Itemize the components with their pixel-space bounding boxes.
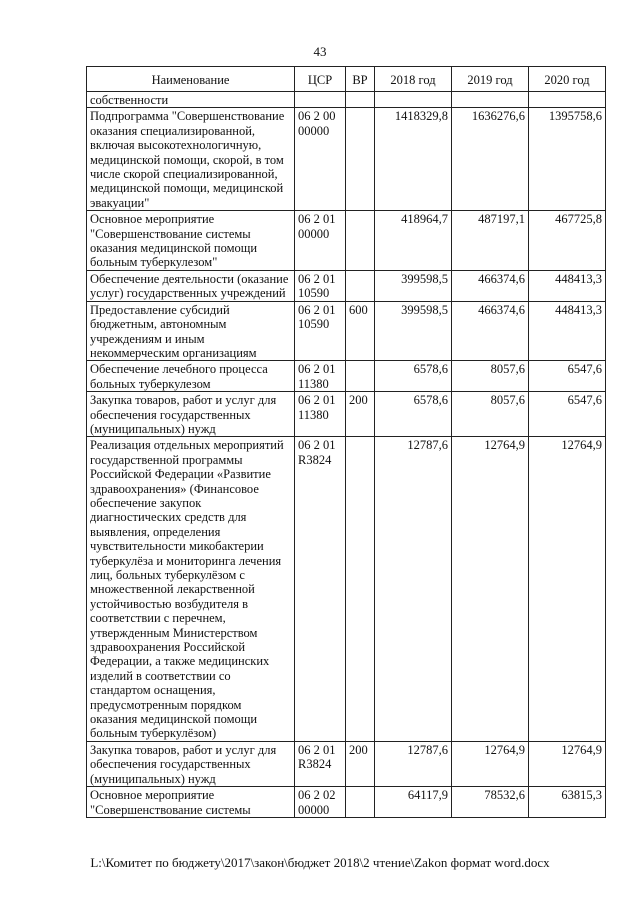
row-name: Обеспечение лечебного процесса больных туберкулезом <box>87 361 295 392</box>
row-2020: 12764,9 <box>529 741 606 786</box>
row-csr: 06 2 01 10590 <box>295 301 346 361</box>
row-2019 <box>452 92 529 108</box>
row-csr: 06 2 01 11380 <box>295 392 346 437</box>
row-2018: 6578,6 <box>375 392 452 437</box>
row-2018: 399598,5 <box>375 301 452 361</box>
table-row <box>87 741 606 786</box>
row-csr: 06 2 01 11380 <box>295 361 346 392</box>
row-vr <box>346 787 375 818</box>
table-row <box>87 301 606 361</box>
header-csr: ЦСР <box>295 67 346 92</box>
row-2019: 12764,9 <box>452 437 529 742</box>
row-2018: 64117,9 <box>375 787 452 818</box>
row-name: собственности <box>87 92 295 108</box>
header-vr: ВР <box>346 67 375 92</box>
table-row <box>87 211 606 271</box>
header-2020: 2020 год <box>529 67 606 92</box>
budget-table <box>86 66 606 818</box>
row-vr <box>346 211 375 271</box>
row-vr: 200 <box>346 741 375 786</box>
row-vr <box>346 108 375 211</box>
row-vr: 600 <box>346 301 375 361</box>
row-name: Основное мероприятие "Совершенствование системы оказания медицинской помощи больным туберкулезом" <box>87 211 295 271</box>
row-vr <box>346 361 375 392</box>
row-csr <box>295 92 346 108</box>
row-2019: 8057,6 <box>452 392 529 437</box>
table-row <box>87 108 606 211</box>
row-csr: 06 2 02 00000 <box>295 787 346 818</box>
row-name: Реализация отдельных мероприятий государственной программы Российской Федерации «Развитие здравоохранения» (Финансовое обеспечение закупок диагностических средств для выявления, определения чувствительности микобактерии туберкулёза и мониторинга лечения лиц, больных туберкулёзом с множественной лекарственной устойчивостью возбудителя в соответствии с перечнем, утвержденным Министерством здравоохранения Российской Федерации, а также медицинских изделий в соответствии со стандартом оснащения, предусмотренным порядком оказания медицинской помощи больным туберкулёзом) <box>87 437 295 742</box>
table-row <box>87 92 606 108</box>
row-2018: 6578,6 <box>375 361 452 392</box>
header-2019: 2019 год <box>452 67 529 92</box>
row-2018: 1418329,8 <box>375 108 452 211</box>
row-2019: 8057,6 <box>452 361 529 392</box>
row-2020: 12764,9 <box>529 437 606 742</box>
row-name: Основное мероприятие "Совершенствование системы <box>87 787 295 818</box>
row-csr: 06 2 00 00000 <box>295 108 346 211</box>
row-2020: 6547,6 <box>529 392 606 437</box>
table-row <box>87 437 606 742</box>
table-row <box>87 787 606 818</box>
page-number: 43 <box>313 44 327 59</box>
row-csr: 06 2 01 00000 <box>295 211 346 271</box>
row-csr: 06 2 01 10590 <box>295 270 346 301</box>
row-2018: 12787,6 <box>375 437 452 742</box>
row-2018: 418964,7 <box>375 211 452 271</box>
row-2020: 448413,3 <box>529 270 606 301</box>
row-name: Закупка товаров, работ и услуг для обеспечения государственных (муниципальных) нужд <box>87 741 295 786</box>
header-name: Наименование <box>87 67 295 92</box>
row-2020: 1395758,6 <box>529 108 606 211</box>
row-2020: 467725,8 <box>529 211 606 271</box>
row-vr <box>346 92 375 108</box>
row-name: Предоставление субсидий бюджетным, автономным учреждениям и иным некоммерческим организациям <box>87 301 295 361</box>
table-header-row <box>87 67 606 92</box>
row-2019: 12764,9 <box>452 741 529 786</box>
row-vr: 200 <box>346 392 375 437</box>
row-csr: 06 2 01 R3824 <box>295 741 346 786</box>
row-2020 <box>529 92 606 108</box>
table-row <box>87 270 606 301</box>
header-2018: 2018 год <box>375 67 452 92</box>
row-vr <box>346 437 375 742</box>
row-name: Закупка товаров, работ и услуг для обеспечения государственных (муниципальных) нужд <box>87 392 295 437</box>
row-vr <box>346 270 375 301</box>
row-2019: 466374,6 <box>452 270 529 301</box>
row-2019: 1636276,6 <box>452 108 529 211</box>
table-row <box>87 392 606 437</box>
row-2018 <box>375 92 452 108</box>
row-csr: 06 2 01 R3824 <box>295 437 346 742</box>
file-path-footer: L:\Комитет по бюджету\2017\закон\бюджет 2018\2 чтение\Zakon формат word.docx <box>90 855 550 870</box>
row-2019: 487197,1 <box>452 211 529 271</box>
row-2020: 63815,3 <box>529 787 606 818</box>
row-2018: 399598,5 <box>375 270 452 301</box>
table-row <box>87 361 606 392</box>
row-name: Подпрограмма "Совершенствование оказания специализированной, включая высокотехнологичную, медицинской помощи, скорой, в том числе скорой специализированной, медицинской помощи, медицинской эвакуации" <box>87 108 295 211</box>
row-2018: 12787,6 <box>375 741 452 786</box>
row-2020: 448413,3 <box>529 301 606 361</box>
row-2019: 78532,6 <box>452 787 529 818</box>
row-2019: 466374,6 <box>452 301 529 361</box>
row-name: Обеспечение деятельности (оказание услуг) государственных учреждений <box>87 270 295 301</box>
row-2020: 6547,6 <box>529 361 606 392</box>
